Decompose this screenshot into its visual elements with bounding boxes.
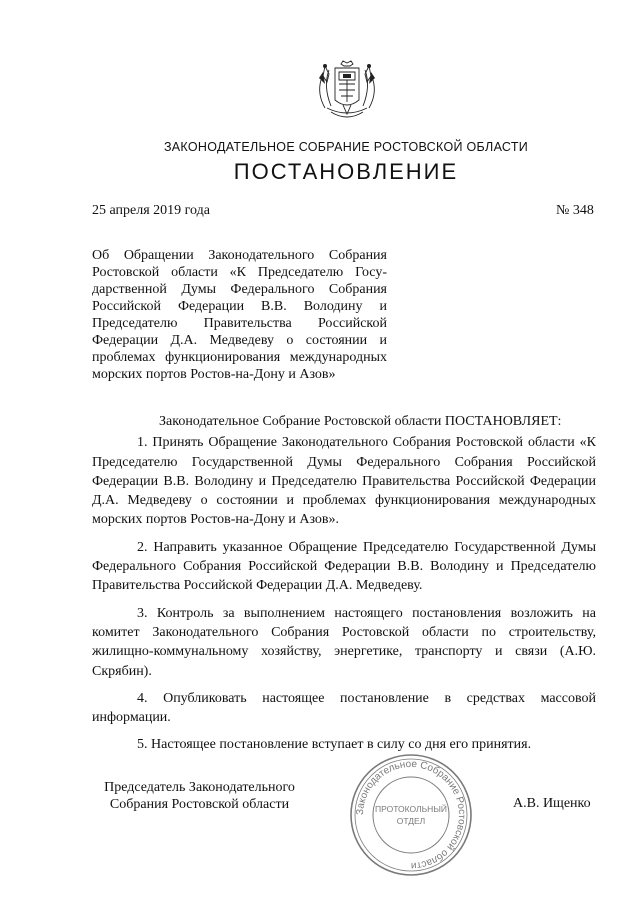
document-body xyxy=(92,412,596,763)
signatory-title xyxy=(92,779,307,813)
document-date: 25 апреля 2019 года xyxy=(92,203,210,218)
svg-text:Законодательное Собрание Росто xyxy=(355,759,467,871)
body-item-2: 2. Направить указанное Обращение Председателю Государственной Думы Федерального Собрания Российской Федерации В.В. Володину и Председателю Правительства Российской Федерации Д.А. Медведеву. xyxy=(92,539,596,594)
official-stamp xyxy=(348,752,474,878)
signatory-title-line-2: Собрания Ростовской области xyxy=(109,797,290,812)
document-type: ПОСТАНОВЛЕНИЕ xyxy=(233,159,459,184)
coat-of-arms-icon xyxy=(313,60,381,122)
body-item-5: 5. Настоящее постановление вступает в силу со дня его принятия. xyxy=(137,737,532,753)
organization-title: ЗАКОНОДАТЕЛЬНОЕ СОБРАНИЕ РОСТОВСКОЙ ОБЛАСТИ xyxy=(163,140,529,154)
stamp-center-line-2: ОТДЕЛ xyxy=(396,816,426,826)
document-number: № 348 xyxy=(556,203,594,218)
stamp-center-line-1: ПРОТОКОЛЬНЫЙ xyxy=(375,804,447,814)
body-item-4: 4. Опубликовать настоящее постановление в средствах массовой информации. xyxy=(92,690,596,726)
document-subject: Об Обращении Законодательного Собрания Ростовской области «К Председателю Государственной Думы Федерального Собрания Российской Федерации В.В. Володину и Председателю Правительства Российской Федерации Д.А. Медведеву о состоянии и проблемах функционирования международных морских портов Ростов-на-Дону и Азов» xyxy=(92,248,387,382)
signatory-name: А.В. Ищенко xyxy=(513,796,591,811)
body-item-1: 1. Принять Обращение Законодательного Собрания Ростовской области «К Председателю Государственной Думы Федерального Собрания Российской Федерации В.В. Володину и Председателю Правительства Российской Федерации Д.А. Медведеву о состоянии и проблемах функционирования международных морских портов Ростов-на-Дону и Азов». xyxy=(92,435,596,528)
body-preamble: Законодательное Собрание Ростовской области ПОСТАНОВЛЯЕТ: xyxy=(159,414,562,429)
body-item-3: 3. Контроль за выполнением настоящего постановления возложить на комитет Законодательного Собрания Ростовской области по строительству, жилищно-коммунальному хозяйству, энергетике, транспорту и связи (А.Ю. Скрябин). xyxy=(92,605,596,679)
signatory-title-line-1: Председатель Законодательного xyxy=(104,780,295,795)
stamp-outer-text: Законодательное Собрание Ростовской области xyxy=(354,758,468,872)
